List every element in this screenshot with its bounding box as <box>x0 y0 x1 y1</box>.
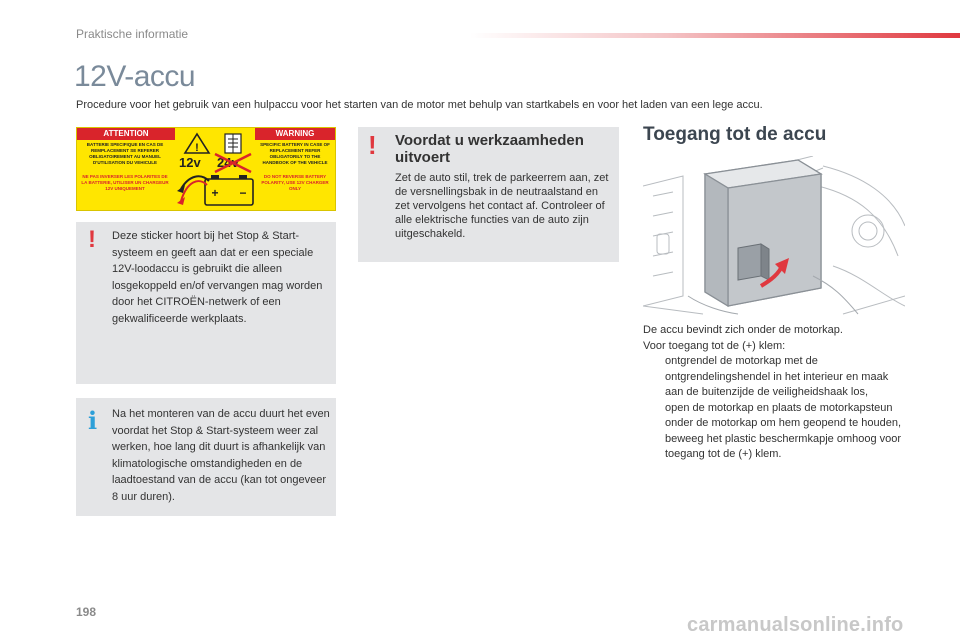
engine-bay-illustration <box>643 156 905 316</box>
battery-sticker-image <box>76 127 336 211</box>
access-line-2: Voor toegang tot de (+) klem: <box>643 339 786 352</box>
section-header: Praktische informatie <box>76 27 189 41</box>
list-item <box>643 432 908 463</box>
sticker-warning-label: WARNING <box>255 128 335 140</box>
page-title: 12V-accu <box>74 60 196 93</box>
warning-box-text: Zet de auto stil, trek de parkeerrem aan, zet de versnellingsbak in de neutraalstand en zet vervolgens het contact af. Controleer of alle elektrische functies van de auto zijn uitgeschakeld. <box>395 172 609 240</box>
access-section-title: Toegang tot de accu <box>643 124 827 145</box>
header-rule <box>470 33 960 38</box>
sticker-24v-label: 24v <box>217 155 239 170</box>
sticker-center-graphics <box>177 131 255 209</box>
list-item <box>643 401 908 432</box>
access-instructions <box>643 323 908 463</box>
sticker-en-bottom: DO NOT REVERSE BATTERY POLARITY, USE 12V CHARGER ONLY <box>261 174 329 191</box>
warning-exclamation-icon: ! <box>368 130 377 160</box>
info-icon: i <box>88 406 98 435</box>
svg-text:!: ! <box>195 142 199 154</box>
info-note-text: Na het monteren van de accu duurt het even voordat het Stop & Start-systeem weer zal werken, hoe lang dit duurt is afhankelijk van klimatologische omstandigheden en de laadtoestand van de accu (kan tot ongeveer 8 uur duren). <box>112 408 330 503</box>
access-steps-list <box>643 354 908 463</box>
watermark: carmanualsonline.info <box>687 614 904 636</box>
page-number: 198 <box>76 605 97 619</box>
warning-box <box>358 127 619 262</box>
sticker-12v-label: 12v <box>179 155 201 170</box>
warning-exclamation-icon: ! <box>88 226 96 253</box>
list-item <box>643 354 908 401</box>
sticker-attention-label: ATTENTION <box>77 128 175 140</box>
cross-out-icon <box>213 152 253 174</box>
step-text: open de motorkap en plaats de motorkapsteun onder de motorkap om hem geopend te houden, <box>665 401 902 429</box>
warning-box-title: Voordat u werkzaamheden uitvoert <box>395 132 584 166</box>
svg-text:+: + <box>211 186 219 200</box>
sticker-en-top: SPECIFIC BATTERY IN CASE OF REPLACEMENT REFER OBLIGATORILY TO THE HANDBOOK OF THE VEHICLE <box>260 142 330 165</box>
access-line-1: De accu bevindt zich onder de motorkap. <box>643 324 843 336</box>
sticker-note-box <box>76 222 336 384</box>
info-note-box <box>76 398 336 516</box>
sticker-fr-top: BATTERIE SPECIFIQUE EN CAS DE REMPLACEMENT SE REFERER OBLIGATOIREMENT AU MANUEL D'UTILISATION DU VEHICULE <box>86 142 164 165</box>
step-text: ontgrendel de motorkap met de ontgrendelingshendel in het interieur en maak aan de buitenzijde de veiligheidshaak los, <box>665 355 889 398</box>
intro-text: Procedure voor het gebruik van een hulpaccu voor het starten van de motor met behulp van startkabels en voor het laden van een lege accu. <box>76 99 763 111</box>
sticker-note-text: Deze sticker hoort bij het Stop & Start-systeem en geeft aan dat er een speciale 12V-loodaccu is gebruikt die alleen losgekoppeld en/of vervangen mag worden door het CITROËN-netwerk of een gekwalificeerde werkplaats. <box>112 230 323 325</box>
sticker-fr-bottom: NE PAS INVERSER LES POLARITES DE LA BATTERIE, UTILISER UN CHARGEUR 12V UNIQUEMENT <box>81 174 169 191</box>
svg-text:−: − <box>239 186 247 200</box>
step-text: beweeg het plastic beschermkapje omhoog voor toegang tot de (+) klem. <box>665 432 902 460</box>
